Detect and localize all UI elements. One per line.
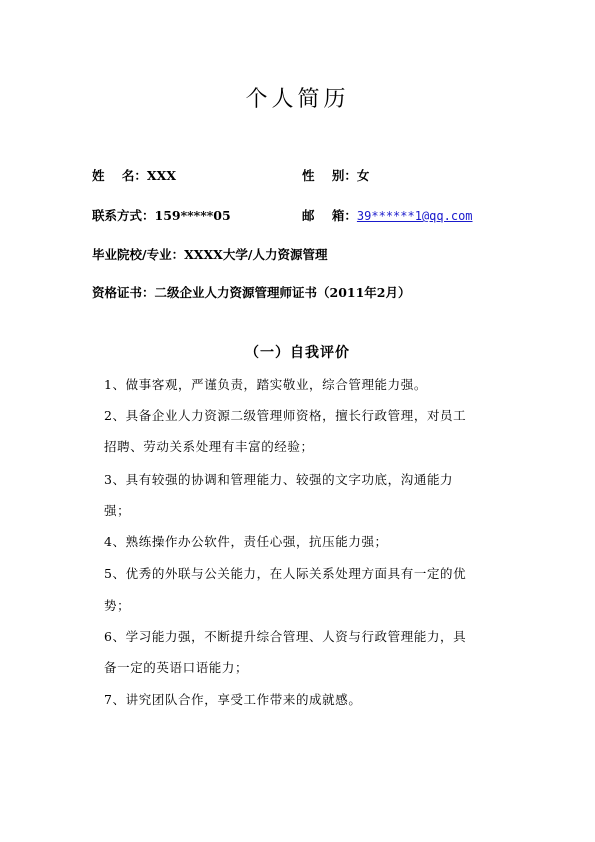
contact-row [92,206,231,224]
gender-row [302,166,369,184]
gender-value: 女 [356,168,370,183]
section-title-self-evaluation: （一）自我评价 [245,345,350,361]
name-value: XXX [146,168,177,183]
self-eval-line: 备一定的英语口语能力； [104,660,249,675]
email-label: 邮 箱： [302,208,357,223]
email-link[interactable]: 39******1@qq.com [356,209,473,223]
school-label: 毕业院校/专业： [92,247,185,262]
certificate-value: 二级企业人力资源管理师证书（2011年2月） [154,285,411,300]
school-value: XXXX大学/人力资源管理 [184,247,328,262]
school-row [92,245,327,263]
name-label: 姓 名： [92,168,147,183]
self-eval-line: 招聘、劳动关系处理有丰富的经验； [104,439,314,454]
self-eval-line: 3、具有较强的协调和管理能力、较强的文字功底，沟通能力 [104,472,454,487]
self-eval-line: 势； [104,598,131,613]
self-eval-line: 强； [104,503,131,518]
self-eval-line: 2、具备企业人力资源二级管理师资格，擅长行政管理，对员工 [104,408,467,423]
certificate-row [92,283,411,301]
name-row [92,166,176,184]
self-eval-line: 5、优秀的外联与公关能力，在人际关系处理方面具有一定的优 [104,566,467,581]
self-eval-line: 6、学习能力强，不断提升综合管理、人资与行政管理能力，具 [104,629,467,644]
email-row [302,206,473,224]
self-eval-line: 7、讲究团队合作，享受工作带来的成就感。 [104,692,362,707]
certificate-label: 资格证书： [92,285,155,300]
contact-value: 159*****05 [154,208,231,223]
contact-label: 联系方式： [92,208,155,223]
self-eval-line: 4、熟练操作办公软件，责任心强，抗压能力强； [104,534,388,549]
page-title: 个人简历 [245,87,350,112]
self-eval-line: 1、做事客观，严谨负责，踏实敬业，综合管理能力强。 [104,377,427,392]
gender-label: 性 别： [302,168,357,183]
